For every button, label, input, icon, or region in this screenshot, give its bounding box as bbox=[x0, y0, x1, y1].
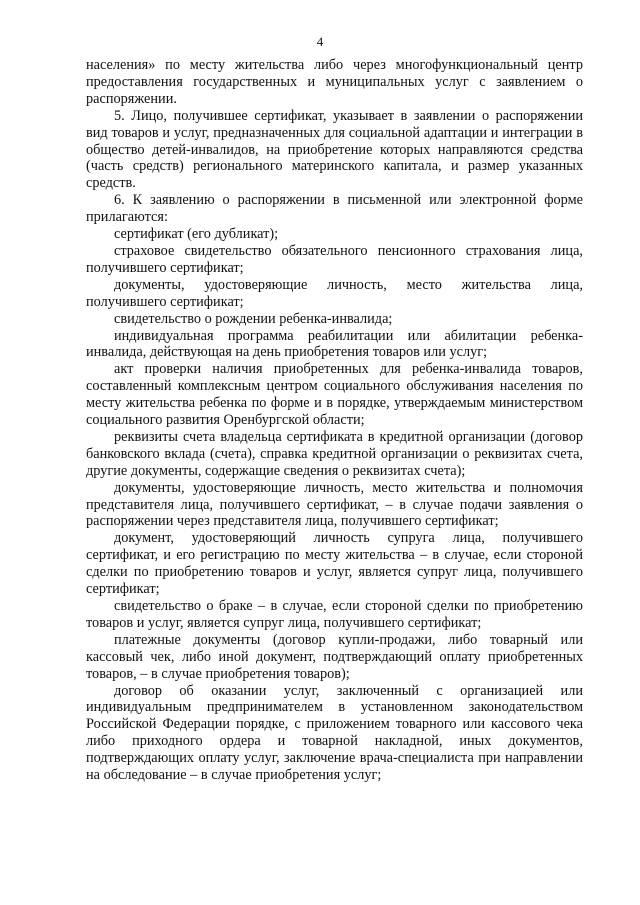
list-item-rehabilitation-program: индивидуальная программа реабилитации или абилитации ребенка-инвалида, действующая на день приобретения товаров или услуг; bbox=[86, 327, 583, 361]
list-item-payment-documents: платежные документы (договор купли-продажи, либо товарный или кассовый чек, либо иной документ, подтверждающий оплату приобретенных товаров, – в случае приобретения товаров); bbox=[86, 631, 583, 682]
page-number: 4 bbox=[316, 34, 324, 49]
document-body bbox=[86, 57, 583, 784]
list-item-representative-documents: документы, удостоверяющие личность, место жительства и полномочия представителя лица, получившего сертификат, – в случае подачи заявления о распоряжении через представителя лица, получившего сертификат; bbox=[86, 479, 583, 530]
paragraph-item-6: 6. К заявлению о распоряжении в письменной или электронной форме прилагаются: bbox=[86, 192, 583, 226]
list-item-birth-certificate: свидетельство о рождении ребенка-инвалида; bbox=[114, 310, 393, 327]
list-item-account-details: реквизиты счета владельца сертификата в кредитной организации (договор банковского вклада (счета), справка кредитной организации о реквизитах счета, другие документы, содержащие сведения о реквизитах счета); bbox=[86, 428, 583, 479]
list-item-identity-documents: документы, удостоверяющие личность, место жительства лица, получившего сертификат; bbox=[86, 276, 583, 310]
list-item-certificate: сертификат (его дубликат); bbox=[114, 226, 279, 243]
list-item-spouse-identity: документ, удостоверяющий личность супруга лица, получившего сертификат, и его регистрацию по месту жительства – в случае, если стороной сделки по приобретению товаров и услуг, является супруг лица, получившего сертификат; bbox=[86, 530, 583, 598]
paragraph-continuation: населения» по месту жительства либо через многофункциональный центр предоставления государственных и муниципальных услуг с заявлением о распоряжении. bbox=[86, 57, 583, 107]
list-item-service-contract: договор об оказании услуг, заключенный с организацией или индивидуальным предпринимателем в установленном законодательством Российской Федерации порядке, с приложением товарного или кассового чека либо приходного ордера и товарной накладной, иных документов, подтверждающих оплату услуг, заключение врача-специалиста при направлении на обследование – в случае приобретения услуг; bbox=[86, 682, 583, 784]
list-item-marriage-certificate: свидетельство о браке – в случае, если стороной сделки по приобретению товаров и услуг, является супруг лица, получившего сертификат; bbox=[86, 598, 583, 631]
list-item-inspection-act: акт проверки наличия приобретенных для ребенка-инвалида товаров, составленный комплексным центром социального обслуживания населения по месту жительства ребенка по форме и в порядке, утверждаемым министерством социального развития Оренбургской области; bbox=[86, 361, 583, 429]
paragraph-item-5: 5. Лицо, получившее сертификат, указывает в заявлении о распоряжении вид товаров и услуг, предназначенных для социальной адаптации и интеграции в общество детей-инвалидов, на приобретение которых направляются средства (часть средств) регионального материнского капитала, и размер указанных средств. bbox=[86, 107, 583, 192]
list-item-insurance-certificate: страховое свидетельство обязательного пенсионного страхования лица, получившего сертификат; bbox=[86, 242, 583, 276]
